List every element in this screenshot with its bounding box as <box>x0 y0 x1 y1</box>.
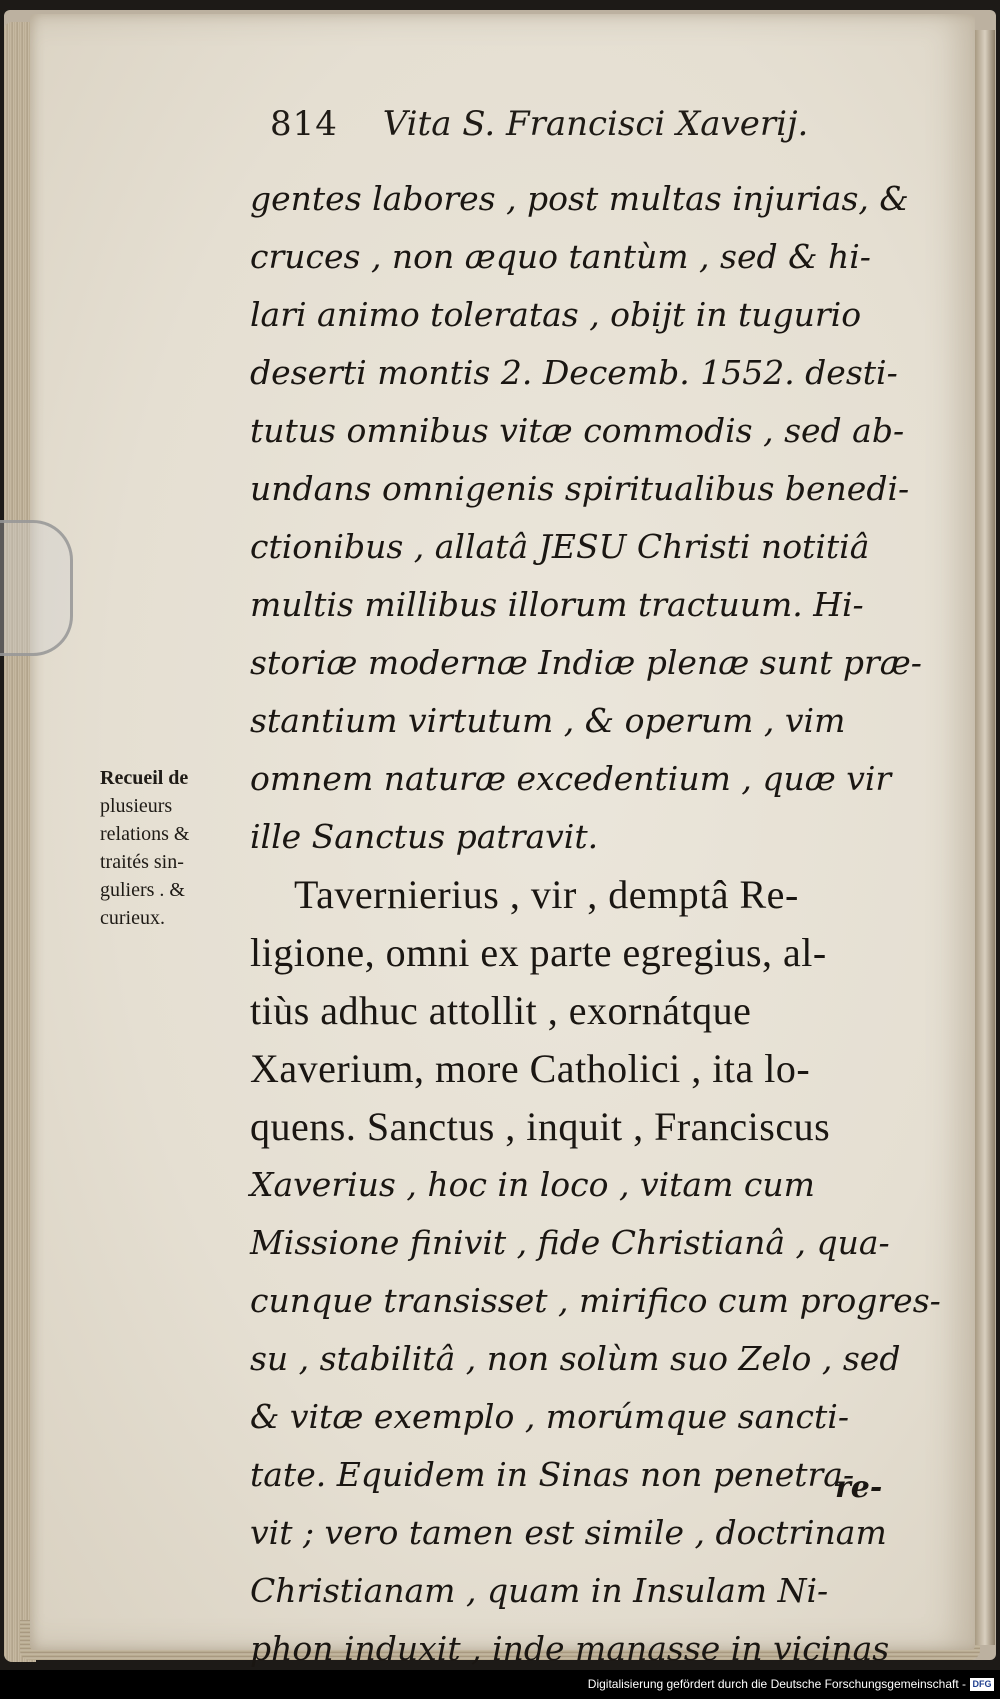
text-line: lari animo toleratas , obijt in tugurio <box>250 295 862 334</box>
text-line: vit ; vero tamen est simile , doctrinam <box>250 1513 887 1552</box>
text-line: storiæ modernæ Indiæ plenæ sunt præ- <box>250 643 922 682</box>
margin-note-line: Recueil de <box>100 767 189 789</box>
text-line: stantium virtutum , & operum , vim <box>250 701 846 740</box>
margin-note-line: traités sin- <box>100 851 184 873</box>
margin-note-line: plusieurs <box>100 795 173 817</box>
catchword: re- <box>835 1470 883 1505</box>
body-text <box>250 170 941 1678</box>
text-line: omnem naturæ excedentium , quæ vir <box>250 759 892 798</box>
text-line: su , stabilitâ , non solùm suo Zelo , sed <box>250 1339 901 1378</box>
text-line: ligione, omni ex parte egregius, al- <box>250 930 827 975</box>
book-clamp <box>0 520 73 656</box>
margin-note-line: guliers . & <box>100 879 185 901</box>
binding-gutter <box>975 30 995 1645</box>
margin-note <box>100 764 250 932</box>
text-line: tate. Equidem in Sinas non penetra- <box>250 1455 855 1494</box>
text-line: Xaverium, more Catholici , ita lo- <box>250 1046 811 1091</box>
running-title: Vita S. Francisci Xaverij. <box>382 104 809 144</box>
margin-note-line: curieux. <box>100 907 165 929</box>
text-line: Christianam , quam in Insulam Ni- <box>250 1571 829 1610</box>
footer-bar <box>0 1670 1000 1699</box>
text-line: Tavernierius , vir , demptâ Re- <box>294 872 799 917</box>
margin-note-line: relations & <box>100 823 190 845</box>
page-header <box>270 104 830 144</box>
page-number: 814 <box>270 104 338 144</box>
text-line: ctionibus , allatâ JESU Christi notitiâ <box>250 527 870 566</box>
text-line: tiùs adhuc attollit , exornátque <box>250 988 752 1033</box>
text-line: tutus omnibus vitæ commodis , sed ab- <box>250 411 905 450</box>
text-line: phon induxit , inde manasse in vicinas <box>250 1629 890 1668</box>
footer-credit: Digitalisierung gefördert durch die Deutsche Forschungsgemeinschaft - <box>587 1677 966 1691</box>
text-line: cunque transisset , mirifico cum progres- <box>250 1281 941 1320</box>
text-line: cruces , non æquo tantùm , sed & hi- <box>250 237 871 276</box>
text-line: ille Sanctus patravit. <box>250 817 599 856</box>
text-line: gentes labores , post multas injurias, & <box>250 179 909 218</box>
text-line: multis millibus illorum tractuum. Hi- <box>250 585 864 624</box>
text-line: Xaverius , hoc in loco , vitam cum <box>250 1165 815 1204</box>
text-line: Missione finivit , fide Christianâ , qua- <box>250 1223 890 1262</box>
text-line: & vitæ exemplo , morúmque sancti- <box>250 1397 849 1436</box>
dfg-logo: DFG <box>970 1678 994 1691</box>
text-line: undans omnigenis spiritualibus benedi- <box>250 469 910 508</box>
text-line: quens. Sanctus , inquit , Franciscus <box>250 1104 831 1149</box>
text-line: deserti montis 2. Decemb. 1552. desti- <box>250 353 898 392</box>
